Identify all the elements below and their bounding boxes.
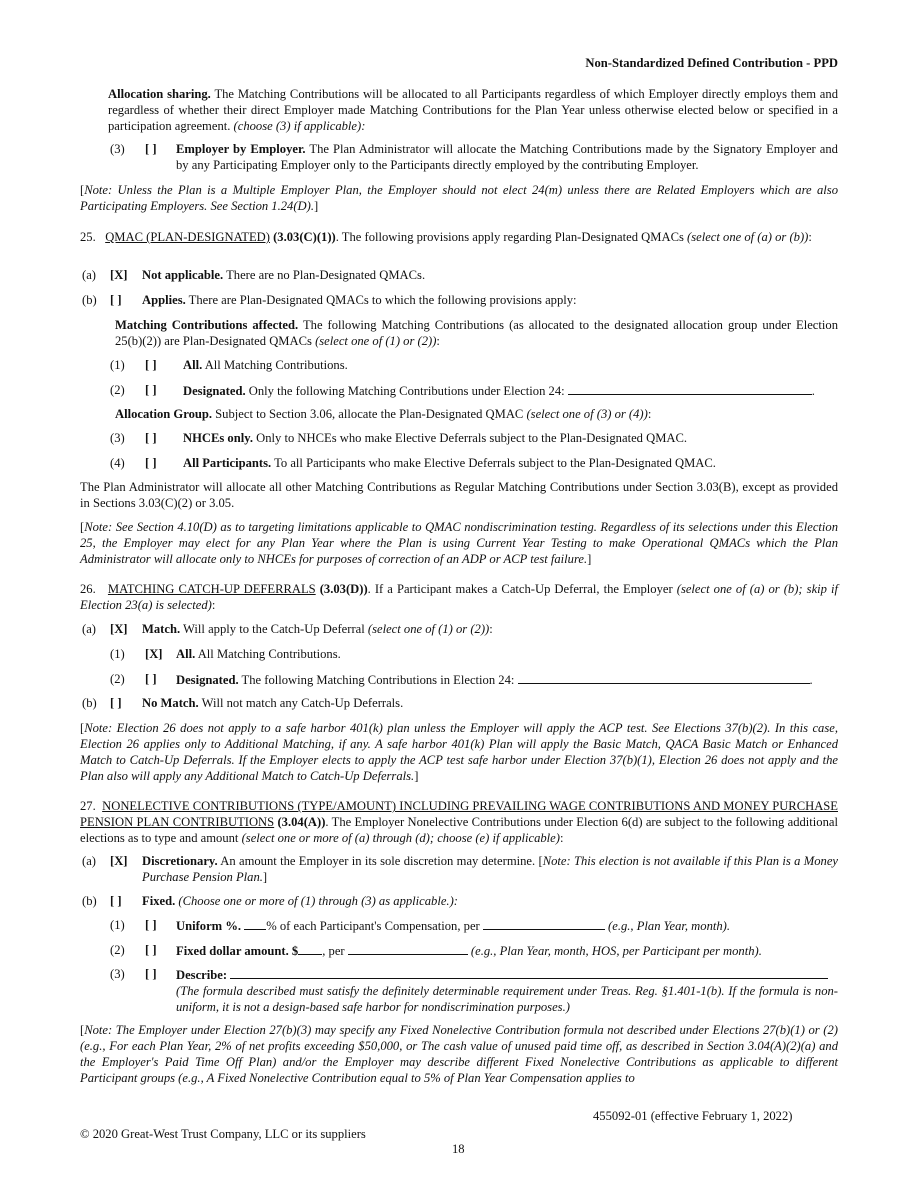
checkbox[interactable]: [ ] <box>145 358 157 372</box>
amount-field[interactable] <box>298 942 322 955</box>
item-number: (2) <box>110 383 125 397</box>
text: An amount the Employer in its sole discretion may determine. [ <box>217 854 543 868</box>
describe-field[interactable] <box>230 966 828 979</box>
page-header: Non-Standardized Defined Contribution - PPD <box>585 56 838 70</box>
text: Will not match any Catch-Up Deferrals. <box>198 696 404 710</box>
item-number: (3) <box>110 431 125 445</box>
text: . The Employer Nonelective Contributions under Election 6(d) are subject to the following additional elections as to type and amount <box>80 815 838 845</box>
text: There are Plan-Designated QMACs to which the following provisions apply: <box>185 293 577 307</box>
text: The following Matching Contributions in Election 24: <box>238 673 518 687</box>
item-number: (a) <box>82 622 96 636</box>
option-26a2: (2) [ ] Designated. The following Matching Contributions in Election 24: . <box>110 672 813 687</box>
item-number: (a) <box>82 268 96 282</box>
note-26: [Note: Election 26 does not apply to a safe harbor 401(k) plan unless the Employer will apply the ACP test. See Elections 37(b)(2). In this case, Election 26 applies only to Additional Matching, if any. A safe harbor 401(k) Plan will apply the Basic Match, QACA Basic Match or Enhanced Match to Catch-Up Deferrals. If the Employer elects to apply the ACP test safe harbor under Election 37(b)(1), Election 26 does not apply and the Plan also will apply any Additional Match to Catch-Up Deferrals.] <box>80 721 838 783</box>
item-number: (2) <box>110 672 125 686</box>
option-27a: (a) [X] Discretionary. An amount the Employer in its sole discretion may determine. [Note: This election is not available if this Plan is a Money Purchase Pension Plan.] <box>82 854 838 884</box>
percent-field[interactable] <box>244 917 266 930</box>
option-25b2: (2) [ ] Designated. Only the following Matching Contributions under Election 24: . <box>110 383 815 398</box>
option-27b3 <box>80 966 838 1015</box>
note-text: Note: The Employer under Election 27(b)(3) may specify any Fixed Nonelective Contribution formula not described under Elections 27(b)(1) or (2) (e.g., For each Plan Year, 2% of net profits exceeding $50,000, or The cash value of unused paid time off, as described in Section 3.04(A)(2)(a) and the Employer's Paid Time Off Plan) and/or the Employer may describe different Fixed Nonelective Contributions as applicable to different Participant groups (e.g., A Fixed Nonelective Contribution equal to 5% of Plan Year Compensation applies to <box>80 1023 838 1085</box>
section-number: 27. <box>80 799 96 813</box>
section-26-heading: 26. MATCHING CATCH-UP DEFERRALS (3.03(D)). If a Participant makes a Catch-Up Deferral, the Employer (select one of (a) or (b); skip if Election 23(a) is selected): <box>80 582 839 612</box>
text: Only the following Matching Contributions under Election 24: <box>245 384 568 398</box>
text: The Matching Contributions will be allocated to all Participants regardless of which Employer directly employs them and regardless of whether their direct Employer made Matching Contributions for the Plan Year unless otherwise elected below or specified in a participation agreement. <box>108 87 838 133</box>
option-27b2 <box>80 942 838 959</box>
checkbox[interactable]: [ ] <box>145 672 157 686</box>
section-number: 25. <box>80 230 96 244</box>
option-27b1 <box>80 917 838 934</box>
checkbox[interactable]: [ ] <box>145 456 157 470</box>
bracket: [ <box>80 183 85 197</box>
option-25b <box>80 292 838 308</box>
item-number: (3) <box>110 967 125 981</box>
heading: All. <box>176 647 196 661</box>
checkbox[interactable]: [ ] <box>145 967 157 981</box>
note-text: Note: This election is not available if this Plan is a Money Purchase Pension Plan. <box>142 854 838 884</box>
heading: Uniform %. <box>176 919 242 933</box>
item-number: (b) <box>82 696 97 710</box>
text: To all Participants who make Elective Deferrals subject to the Plan-Designated QMAC. <box>271 456 716 470</box>
option-26a: (a) [X] Match. Will apply to the Catch-Up Deferral (select one of (1) or (2)): <box>82 622 493 636</box>
hint: (select one of (1) or (2)) <box>367 622 490 636</box>
option-25a <box>80 267 838 283</box>
designated-field[interactable] <box>568 382 812 395</box>
text: Subject to Section 3.06, allocate the Plan-Designated QMAC <box>212 407 527 421</box>
heading: Matching Contributions affected. <box>115 318 299 332</box>
text: . If a Participant makes a Catch-Up Deferral, the Employer <box>367 582 677 596</box>
heading: Fixed. <box>142 894 176 908</box>
heading: Designated. <box>183 384 246 398</box>
heading: All. <box>183 358 203 372</box>
checkbox[interactable]: [ ] <box>145 918 157 932</box>
text: , per <box>322 944 348 958</box>
hint: (select one of (a) or (b); skip if Election 23(a) is selected) <box>80 582 839 612</box>
allocation-group: Allocation Group. Subject to Section 3.06, allocate the Plan-Designated QMAC (select one of (3) or (4)): <box>115 407 652 421</box>
heading: NHCEs only. <box>183 431 253 445</box>
section-ref: (3.04(A)) <box>274 815 326 829</box>
checkbox[interactable]: [ ] <box>110 894 122 908</box>
dollar-sign: $ <box>288 944 299 958</box>
matching-contributions-affected: Matching Contributions affected. The following Matching Contributions (as allocated to the designated allocation group under Election 25(b)(2)) are Plan-Designated QMACs (select one of (1) or (2)): <box>115 318 838 348</box>
hint: (The formula described must satisfy the definitely determinable requirement under Treas. Reg. §1.401-1(b). If the formula is non-uniform, it is not a design-based safe harbor for nondiscrimination purposes.) <box>176 984 838 1014</box>
note-24 <box>80 182 838 214</box>
checkbox[interactable]: [ ] <box>145 142 157 156</box>
note-text: Note: See Section 4.10(D) as to targeting limitations applicable to QMAC nondiscrimination testing. Regardless of its selections under this Election 25, the Employer may elect for any Plan Year where the Plan is using Current Year Testing to make Operational QMACs which the Plan Administrator will allocate only to NHCEs for purposes of correction of an ADP or ACP test failure. <box>80 520 838 566</box>
text: . The following provisions apply regarding Plan-Designated QMACs <box>335 230 688 244</box>
option-25b4 <box>80 455 838 471</box>
page-number: 18 <box>452 1142 465 1156</box>
section-ref: (3.03(D)) <box>315 582 368 596</box>
checkbox[interactable]: [ ] <box>145 383 157 397</box>
hint: (select one of (a) or (b)) <box>687 230 809 244</box>
heading: Applies. <box>142 293 186 307</box>
checkbox[interactable]: [X] <box>110 854 128 868</box>
text: The Plan Administrator will allocate the Matching Contributions made by the Signatory Employer and by any Participating Employer only to the Participants directly employed by the contributing Employer. <box>176 142 838 172</box>
heading: Describe: <box>176 968 228 982</box>
checkbox[interactable]: [ ] <box>145 431 157 445</box>
option-26b <box>80 695 838 711</box>
period-field[interactable] <box>348 942 468 955</box>
text: There are no Plan-Designated QMACs. <box>223 268 426 282</box>
heading: No Match. <box>142 696 199 710</box>
item-number: (a) <box>82 854 96 868</box>
checkbox[interactable]: [ ] <box>110 696 122 710</box>
item-number: (1) <box>110 918 125 932</box>
item-number: (3) <box>110 142 125 156</box>
heading: Fixed dollar amount. <box>176 944 289 958</box>
heading: Discretionary. <box>142 854 218 868</box>
bracket: ] <box>313 199 319 213</box>
hint: (e.g., Plan Year, month, HOS, per Participant per month). <box>470 944 762 958</box>
text: The following Matching Contributions (as allocated to the designated allocation group under Election 25(b)(2)) are Plan-Designated QMACs <box>115 318 838 348</box>
text: % of each Participant's Compensation, per <box>266 919 483 933</box>
text: All Matching Contributions. <box>195 647 341 661</box>
hint: (Choose one or more of (1) through (3) as applicable.): <box>175 894 458 908</box>
note-27: [Note: The Employer under Election 27(b)(3) may specify any Fixed Nonelective Contribution formula not described under Elections 27(b)(1) or (2) (e.g., For each Plan Year, 2% of net profits exceeding $50,000, or The cash value of unused paid time off, as described in Section 3.04(A)(2)(a) and the Employer's Paid Time Off Plan) and/or the Employer may describe different Fixed Nonelective Contributions as applicable to different Participant groups (e.g., A Fixed Nonelective Contribution equal to 5% of Plan Year Compensation applies to <box>80 1023 838 1085</box>
hint: (e.g., Plan Year, month). <box>608 919 731 933</box>
item-number: (b) <box>82 894 97 908</box>
item-number: (1) <box>110 647 125 661</box>
heading: Employer by Employer. <box>176 142 306 156</box>
section-25-after: The Plan Administrator will allocate all other Matching Contributions as Regular Matching Contributions under Section 3.03(B), except as provided in Sections 3.03(C)(2) or 3.05. <box>80 480 838 510</box>
section-title: MATCHING CATCH-UP DEFERRALS <box>107 582 316 596</box>
heading: Allocation sharing. <box>108 87 211 101</box>
section-title: NONELECTIVE CONTRIBUTIONS (TYPE/AMOUNT) INCLUDING PREVAILING WAGE CONTRIBUTIONS AND MONEY PURCHASE PENSION PLAN CONTRIBUTIONS <box>80 799 838 829</box>
text: Will apply to the Catch-Up Deferral <box>180 622 368 636</box>
hint: (choose (3) if applicable): <box>233 119 366 133</box>
item-number: (4) <box>110 456 125 470</box>
heading: All Participants. <box>183 456 272 470</box>
option-25b1 <box>80 357 838 373</box>
checkbox[interactable]: [X] <box>110 622 128 636</box>
note-25: [Note: See Section 4.10(D) as to targeting limitations applicable to QMAC nondiscrimination testing. Regardless of its selections under this Election 25, the Employer may elect for any Plan Year where the Plan is using Current Year Testing to make Operational QMACs which the Plan Administrator will allocate only to NHCEs for purposes of correction of an ADP or ACP test failure.] <box>80 520 838 566</box>
checkbox[interactable]: [ ] <box>145 943 157 957</box>
item-number: (2) <box>110 943 125 957</box>
item-number: (1) <box>110 358 125 372</box>
text: All Matching Contributions. <box>202 358 348 372</box>
text: Only to NHCEs who make Elective Deferrals subject to the Plan-Designated QMAC. <box>253 431 688 445</box>
checkbox[interactable]: [X] <box>145 647 163 661</box>
note-text: Note: Unless the Plan is a Multiple Employer Plan, the Employer should not elect 24(m) unless there are Related Employers which are also Participating Employers. See Section 1.24(D). <box>80 183 838 213</box>
heading: Not applicable. <box>142 268 224 282</box>
heading: Match. <box>142 622 181 636</box>
note-text: Note: Election 26 does not apply to a safe harbor 401(k) plan unless the Employer will apply the ACP test. See Elections 37(b)(2). In this case, Election 26 applies only to Additional Matching, if any. A safe harbor 401(k) Plan will apply the Basic Match, QACA Basic Match or Enhanced Match to Catch-Up Deferrals. If the Employer elects to apply the ACP test safe harbor under Election 37(b)(1), Election 26 does not apply and the Plan also will apply any Additional Match to Catch-Up Deferrals. <box>80 721 838 783</box>
heading: Designated. <box>176 673 239 687</box>
section-title: QMAC (PLAN-DESIGNATED) <box>105 230 270 244</box>
heading: Allocation Group. <box>115 407 213 421</box>
designated-field[interactable] <box>518 671 810 684</box>
allocation-sharing-paragraph <box>108 86 838 134</box>
hint: (select one of (1) or (2)) <box>315 334 437 348</box>
option-26a1 <box>80 646 838 662</box>
section-27-heading: 27. NONELECTIVE CONTRIBUTIONS (TYPE/AMOUNT) INCLUDING PREVAILING WAGE CONTRIBUTIONS AND MONEY PURCHASE PENSION PLAN CONTRIBUTIONS (3.04(A)). The Employer Nonelective Contributions under Election 6(d) are subject to the following additional elections as to type and amount (select one or more of (a) through (d); choose (e) if applicable): <box>80 799 838 845</box>
hint: (select one of (3) or (4)) <box>526 407 648 421</box>
option-25b3 <box>80 430 838 446</box>
hint: (select one or more of (a) through (d); choose (e) if applicable) <box>241 831 560 845</box>
period-field[interactable] <box>483 917 605 930</box>
option-employer-by-employer <box>80 141 838 173</box>
checkbox[interactable]: [ ] <box>110 293 122 307</box>
section-number: 26. <box>80 582 96 596</box>
copyright: © 2020 Great-West Trust Company, LLC or its suppliers <box>80 1127 366 1141</box>
section-25-heading: 25. QMAC (PLAN-DESIGNATED) (3.03(C)(1)). The following provisions apply regarding Plan-Designated QMACs (select one of (a) or (b)): <box>80 230 812 244</box>
checkbox[interactable]: [X] <box>110 268 128 282</box>
document-id: 455092-01 (effective February 1, 2022) <box>593 1109 793 1123</box>
option-27b <box>80 893 838 909</box>
item-number: (b) <box>82 293 97 307</box>
section-ref: (3.03(C)(1)) <box>269 230 336 244</box>
